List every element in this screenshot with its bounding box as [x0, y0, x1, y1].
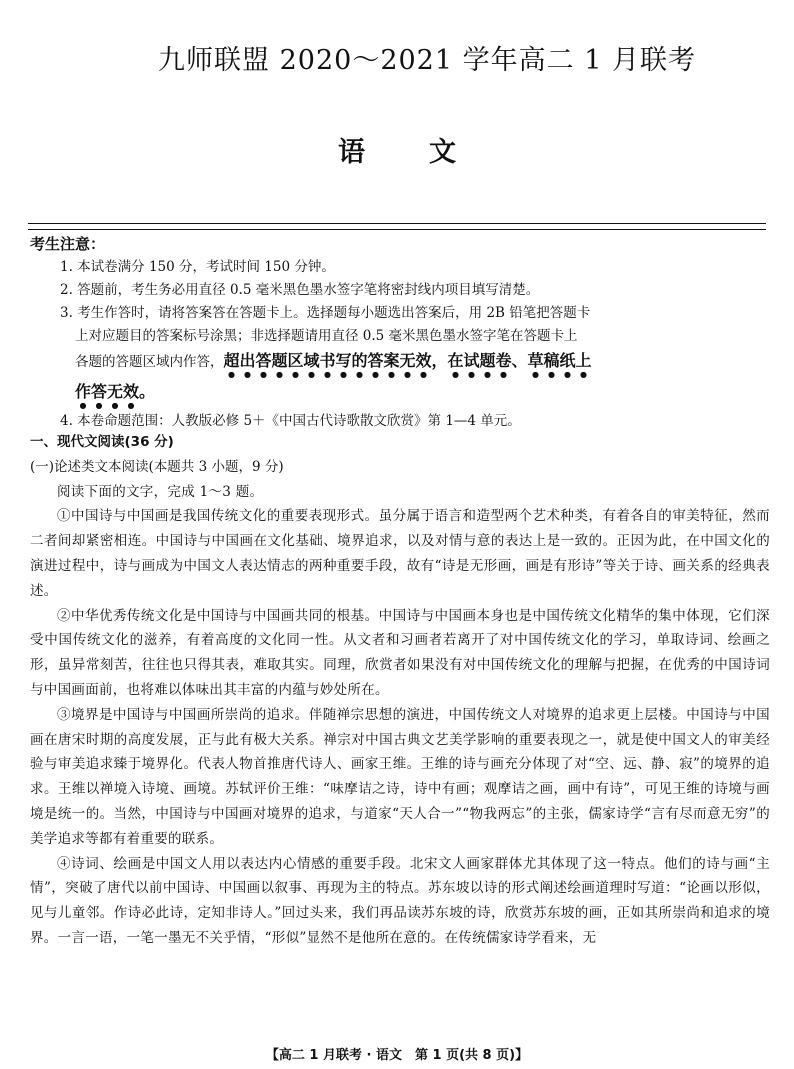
header-divider-thick [28, 223, 766, 224]
notice-item-3-emphasis: 超出答题区域书写的答案无效，在试题卷、草稿纸上 [223, 351, 592, 370]
notice-item-4: 4. 本卷命题范围：人教版必修 5＋《中国古代诗歌散文欣赏》第 1—4 单元。 [60, 413, 521, 429]
subject-title [0, 130, 794, 169]
header-divider-thin [28, 229, 766, 230]
reading-section [30, 430, 770, 951]
passage-paragraph-2: ②中华优秀传统文化是中国诗与中国画共同的根基。中国诗与中国画本身也是中国传统文化精华的集中体现，它们深受中国传统文化的滋养，有着高度的文化同一性。从文者和习画者若离开了对中国传统文化的学习，单取诗词、绘画之形，虽异常刻苦，往往也只得其表，难取其实。同理，欣赏者如果没有对中国传统文化的理解与把握，在优秀的中国诗词与中国画面前，也将难以体味出其丰富的内蕴与妙处所在。 [30, 607, 770, 698]
notice-item-2: 2. 答题前，考生务必用直径 0.5 毫米黑色墨水签字笔将密封线内项目填写清楚。 [60, 282, 540, 298]
page-footer: 【高二 1 月联考 · 语文 第 1 页(共 8 页)】 [265, 1048, 529, 1063]
subject-char-1: 语 [338, 137, 365, 168]
notice-heading: 考生注意： [30, 235, 106, 253]
exam-notice [30, 233, 770, 433]
subsection-heading: (一)论述类文本阅读(本题共 3 小题，9 分) [30, 458, 284, 475]
notice-item-3-line-3 [60, 348, 770, 379]
passage-paragraph-1: ①中国诗与中国画是我国传统文化的重要表现形式。虽分属于语言和造型两个艺术种类，有着各自的审美特征，然而二者间却紧密相连。中国诗与中国画在文化基础、境界追求，以及对情与意的表达上是一致的。正因为此，在中国文化的演进过程中，诗与画成为中国文人表达情志的两种重要手段，故有“诗是无形画，画是有形诗”等关于诗、画关系的经典表述。 [30, 508, 770, 599]
passage-paragraph-4: ④诗词、绘画是中国文人用以表达内心情感的重要手段。北宋文人画家群体尤其体现了这一特点。他们的诗与画“主情”，突破了唐代以前中国诗、中国画以叙事、再现为主的特点。苏东坡以诗的形式阐述绘画道理时写道：“论画以形似，见与儿童邻。作诗必此诗，定知非诗人。”回过头来，我们再品读苏东坡的诗，欣赏苏东坡的画，正如其所崇尚和追求的境界。一言一语，一笔一墨无不关乎情，“形似”显然不是他所在意的。在传统儒家诗学看来，无 [30, 855, 770, 946]
notice-item-3-line-2: 上对应题目的答案标号涂黑；非选择题请用直径 0.5 毫米黑色墨水签字笔在答题卡上 [75, 328, 578, 344]
notice-item-3-line-4 [60, 379, 770, 410]
exam-title: 九师联盟 2020～2021 学年高二 1 月联考 [158, 45, 696, 76]
notice-item-3-emphasis-end: 作答无效。 [75, 382, 156, 401]
notice-item-3-line-1: 3. 考生作答时，请将答案答在答题卡上。选择题每小题选出答案后，用 2B 铅笔把答题卡 [60, 305, 591, 321]
notice-item-1: 1. 本试卷满分 150 分，考试时间 150 分钟。 [60, 259, 335, 275]
notice-list [30, 256, 770, 433]
subject-char-2: 文 [429, 137, 456, 168]
notice-item-3 [60, 302, 770, 410]
passage-paragraph-3: ③境界是中国诗与中国画所崇尚的追求。伴随禅宗思想的演进，中国传统文人对境界的追求更上层楼。中国诗与中国画在唐宋时期的高度发展，正与此有极大关系。禅宗对中国古典文艺美学影响的重要表现之一，就是使中国文人的审美经验与审美追求臻于境界化。代表人物首推唐代诗人、画家王维。王维的诗与画充分体现了对“空、远、静、寂”的境界的追求。王维以禅境入诗境、画境。苏轼评价王维：“味摩诘之诗，诗中有画；观摩诘之画，画中有诗”，可见王维的诗境与画境是统一的。当然，中国诗与中国画对境界的追求，与道家“天人合一”“物我两忘”的主张，儒家诗学“言有尽而意无穷”的美学追求等都有着重要的联系。 [30, 706, 770, 847]
section-heading: 一、现代文阅读(36 分) [30, 434, 174, 450]
notice-item-3-plain: 各题的答题区域内作答， [75, 354, 224, 370]
reading-instruction: 阅读下面的文字，完成 1～3 题。 [57, 483, 264, 500]
